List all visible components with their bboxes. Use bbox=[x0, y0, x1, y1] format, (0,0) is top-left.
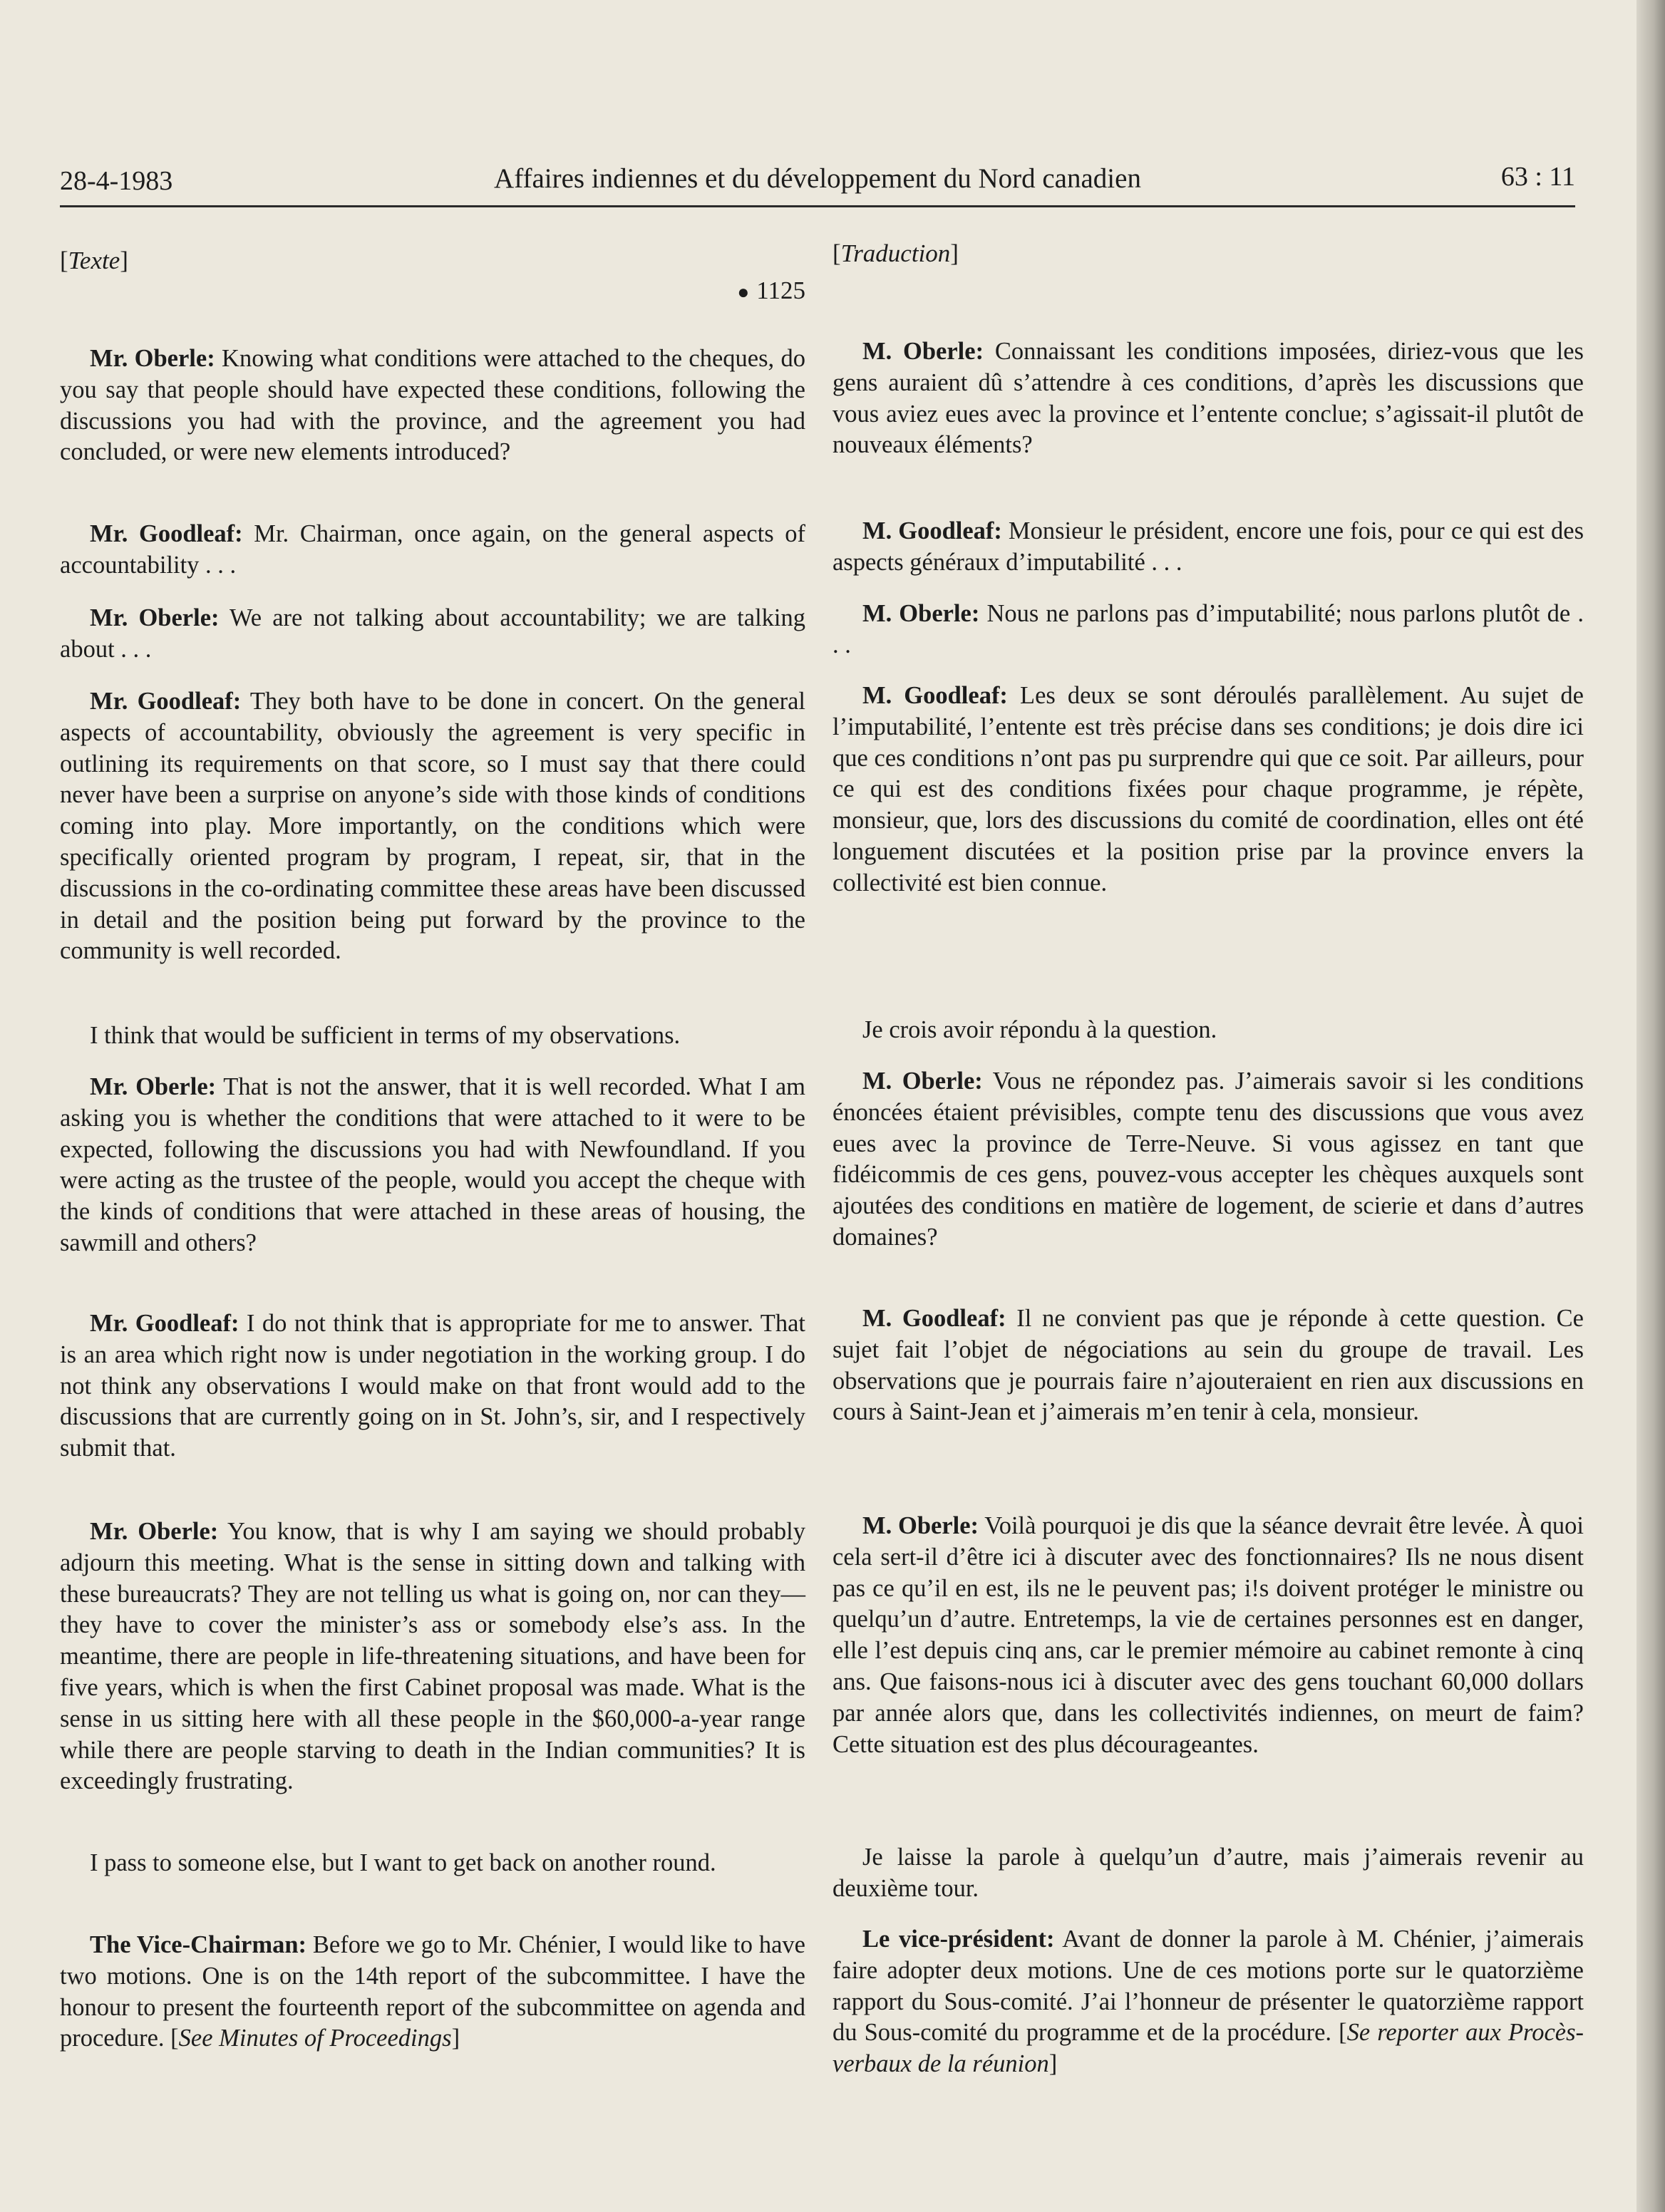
paragraph: Mr. Goodleaf: I do not think that is appropriate for me to answer. That is an area which right now is under negotiation in the working group. I do not think any observations I would make on that front would add to the discussions that are currently going on in St. John’s, sir, and I respectively submit that. bbox=[60, 1310, 806, 1462]
header-date: 28-4-1983 bbox=[60, 166, 173, 196]
paragraph: I think that would be sufficient in terms of my observations. bbox=[90, 1022, 681, 1049]
paragraph: Le vice-président: Avant de donner la parole à M. Chénier, j’aimerais faire adopter deux motions. Une de ces motions porte sur le quatorzième rapport du Sous-comité. J’ai l’honneur de présenter le quatorzième rapport du Sous-comité du programme et de la procédure. [Se reporter aux Procès-verbaux de la réunion] bbox=[832, 1926, 1584, 2078]
paragraph: M. Oberle: Nous ne parlons pas d’imputabilité; nous parlons plutôt de . . . bbox=[832, 600, 1584, 658]
paragraph: Mr. Goodleaf: Mr. Chairman, once again, on the general aspects of accountability . . . bbox=[60, 520, 806, 579]
paragraph: Mr. Oberle: We are not talking about accountability; we are talking about . . . bbox=[60, 604, 805, 663]
page-header bbox=[60, 158, 1575, 207]
paragraph: I pass to someone else, but I want to get back on another round. bbox=[90, 1849, 716, 1876]
paragraph: Mr. Oberle: You know, that is why I am saying we should probably adjourn this meeting. What is the sense in sitting down and talking with these bureaucrats? They are not telling us what is going on, nor can they—they have to cover the minister’s ass or somebody else’s ass. In the meantime, there are people in life-threatening situations, and have been for five years, which is when the first Cabinet proposal was made. What is the sense in us sitting here with all these people in the $60,000-a-year range while there are people starving to death in the Indian communities? It is exceedingly frustrating. bbox=[60, 1518, 805, 1795]
column-label-traduction: [Traduction] bbox=[832, 239, 959, 267]
paragraph: M. Goodleaf: Il ne convient pas que je réponde à cette question. Ce sujet fait l’objet de négociations au sein du groupe de travail. Les observations que je pourrais faire n’ajouteraient en rien aux discussions en cours à Saint-Jean et j’aimerais m’en tenir à cela, monsieur. bbox=[832, 1305, 1584, 1426]
paragraph: Je laisse la parole à quelqu’un d’autre, mais j’aimerais revenir au deuxième tour. bbox=[832, 1844, 1584, 1902]
paragraph: M. Oberle: Vous ne répondez pas. J’aimerais savoir si les conditions énoncées étaient prévisibles, compte tenu des discussions que vous avez eues avec la province de Terre-Neuve. Si vous agissez en tant que fidéicommis de ces gens, pouvez-vous accepter les chèques auxquels sont ajoutées des conditions en matière de logement, de scierie et dans d’autres domaines? bbox=[832, 1068, 1584, 1251]
paragraph: Mr. Goodleaf: They both have to be done in concert. On the general aspects of accountability, obviously the agreement is very specific in outlining its requirements on that score, so I must say that there could never have been a surprise on anyone’s side with those kinds of conditions coming into play. More importantly, on the conditions which were specifically oriented program by program, I repeat, sir, that in the discussions in the co-ordinating committee these areas have been discussed in detail and the position being put forward by the province to the community is well recorded. bbox=[60, 688, 805, 965]
paragraph: M. Oberle: Connaissant les conditions imposées, diriez-vous que les gens auraient dû s’attendre à ces conditions, d’après les discussions que vous aviez eues avec la province et l’entente conclue; s’agissait-il plutôt de nouveaux éléments? bbox=[832, 338, 1584, 459]
bullet-icon: ● bbox=[737, 281, 750, 304]
paragraph: Je crois avoir répondu à la question. bbox=[862, 1016, 1217, 1043]
paragraph: The Vice-Chairman: Before we go to Mr. Chénier, I would like to have two motions. One is on the 14th report of the subcommittee. I have the honour to present the fourteenth report of the subcommittee on agenda and procedure. [See Minutes of Proceedings] bbox=[60, 1931, 805, 2052]
paragraph: Mr. Oberle: Knowing what conditions were attached to the cheques, do you say that people should have expected these conditions, following the discussions you had with the province, and the agreement you had concluded, or were new elements introduced? bbox=[60, 345, 805, 466]
page-number: 63 : 11 bbox=[1500, 162, 1575, 192]
page-edge bbox=[1636, 0, 1665, 2212]
paragraph: Mr. Oberle: That is not the answer, that it is well recorded. What I am asking you is whether the conditions that were attached to it were to be expected, following the discussions you had with Newfoundland. If you were acting as the trustee of the people, would you accept the cheque with the kinds of conditions that were attached in these areas of housing, the sawmill and others? bbox=[60, 1073, 805, 1256]
paragraph: M. Oberle: Voilà pourquoi je dis que la séance devrait être levée. À quoi cela sert-il d’être ici à discuter avec des fonctionnaires? Ils ne nous disent pas ce qu’il en est, ils ne le peuvent pas; i!s doivent protéger le ministre ou quelqu’un d’autre. Entretemps, la vie de certaines personnes est en danger, elle l’est depuis cinq ans, car le premier mémoire au cabinet remonte à cinq ans. Que faisons-nous ici à discuter avec des gens touchant 60,000 dollars par année alors que, dans les collectivités indiennes, on meurt de faim? Cette situation est des plus décourageantes. bbox=[832, 1512, 1584, 1758]
header-title: Affaires indiennes et du développement du Nord canadien bbox=[494, 163, 1141, 194]
paragraph: M. Goodleaf: Monsieur le président, encore une fois, pour ce qui est des aspects généraux d’imputabilité . . . bbox=[832, 517, 1584, 576]
paragraph: M. Goodleaf: Les deux se sont déroulés parallèlement. Au sujet de l’imputabilité, l’entente est très précise dans ses conditions; je dois dire ici que ces conditions n’ont pas pu surprendre qui que ce soit. Par ailleurs, pour ce qui est des conditions fixées pour chaque programme, je répète, monsieur, que, lors des discussions du comité de coordination, elles ont été longuement discutées et la position prise par la province envers la collectivité est bien connue. bbox=[832, 682, 1584, 896]
column-label-texte: [Texte] bbox=[60, 247, 128, 274]
timestamp: ● 1125 bbox=[737, 276, 805, 304]
